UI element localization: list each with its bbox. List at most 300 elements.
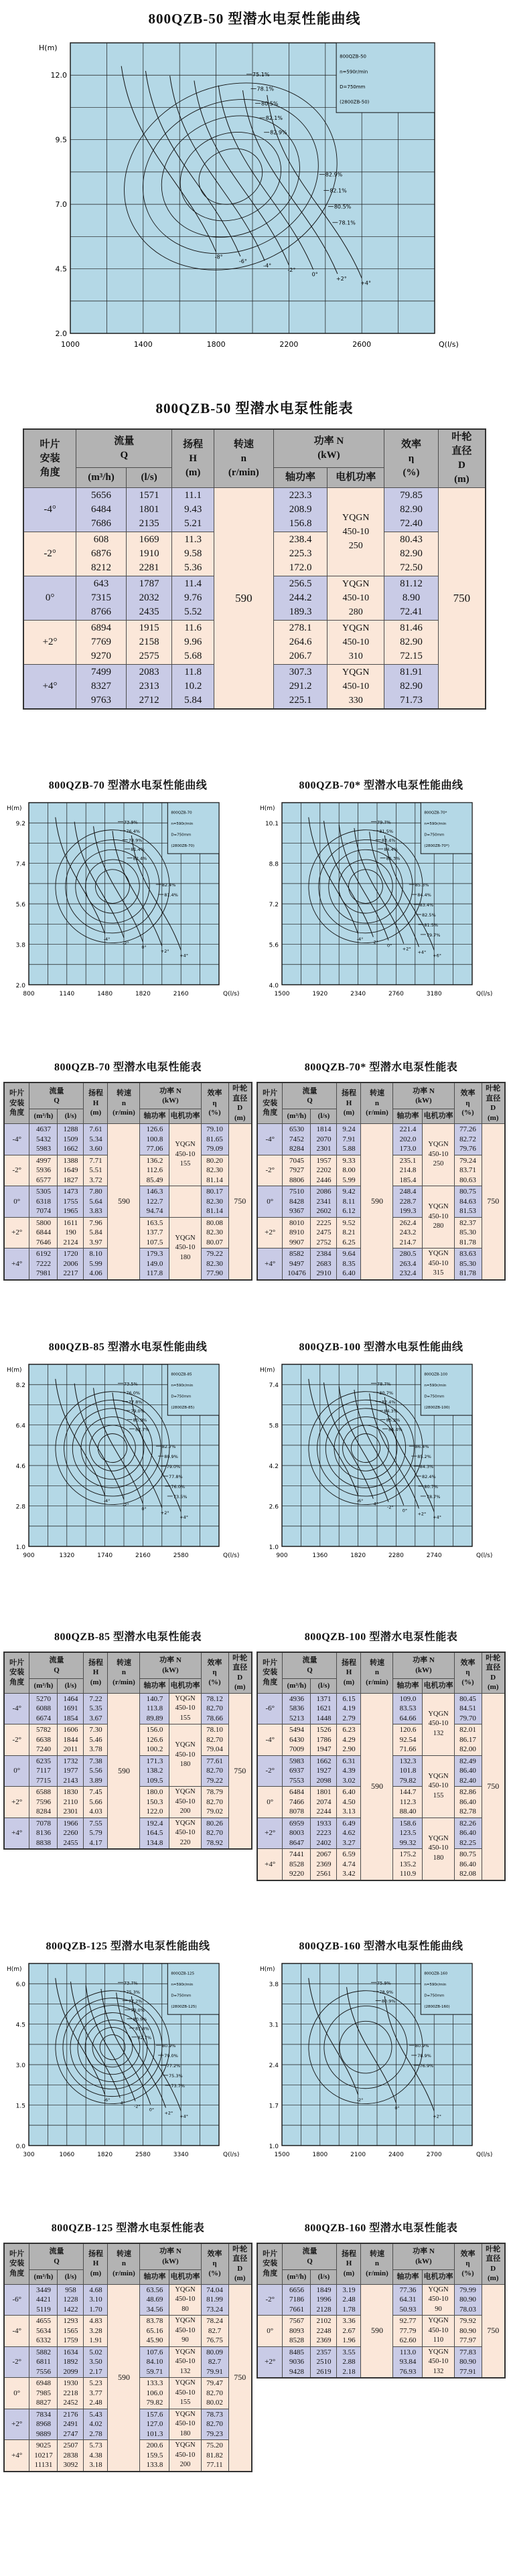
svg-text:80.9%: 80.9% [164,1453,178,1459]
angle-cell: 0° [23,576,76,621]
value-line: 2067 [316,1850,332,1858]
value-line: YQGN [428,1772,449,1780]
flow-ls-cell [58,2409,84,2440]
svg-text:1.0: 1.0 [15,1544,25,1551]
performance-curve-chart-125 [5,1961,251,2163]
value-line: 2712 [139,695,159,706]
col-power-header [393,1082,454,1109]
efficiency-cell [454,2316,482,2347]
col-angle-header [4,2243,29,2285]
value-line: Q [307,1097,313,1105]
col-speed-header [361,1652,393,1694]
value-line: 86.40 [459,1767,476,1775]
svg-text:Q(l/s): Q(l/s) [476,2151,493,2158]
value-line: 7661 [289,2305,304,2314]
svg-text:(2800ZB-70*): (2800ZB-70*) [424,844,449,849]
value-line: 82.37 [459,1218,476,1227]
shaft-power-cell [393,2284,423,2316]
col-table-160 [254,2219,508,2472]
value-line: 78.12 [206,1694,223,1703]
value-line: (m) [234,1113,246,1122]
svg-text:81.4%: 81.4% [164,892,178,898]
value-line: 3.67 [89,1714,102,1722]
svg-text:+4°: +4° [179,1514,189,1520]
efficiency-cell [201,1755,228,1787]
value-line: 6588 [35,1788,51,1796]
svg-text:77.8%: 77.8% [128,1398,143,1404]
value-line: 8838 [35,1838,51,1847]
value-line: 450-10 [175,2420,196,2427]
svg-text:85.2%: 85.2% [417,1453,431,1459]
value-line: 1849 [316,2285,332,2294]
value-line: 8136 [35,1829,51,1837]
value-line: 81.12 [400,578,423,589]
value-line: 81.99 [206,2296,223,2304]
svg-text:79.0%: 79.0% [164,2052,178,2059]
svg-text:Q(l/s): Q(l/s) [476,1552,493,1559]
value-line: 80.20 [206,1156,223,1165]
col-diameter-header [482,1652,505,1694]
value-line: YQGN [175,2348,196,2356]
value-line: 63.56 [146,2285,163,2294]
svg-text:D=750mm: D=750mm [424,833,445,837]
value-line: 5936 [35,1166,51,1174]
value-line: 450-10 [428,2296,449,2303]
value-line: 106.0 [146,2389,163,2397]
shaft-power-cell [393,1724,423,1756]
value-line: 5119 [36,2305,51,2314]
motor-power-cell [328,665,384,710]
value-line: 92.54 [399,1735,417,1744]
value-line: 79.22 [206,1776,223,1785]
efficiency-cell [201,1124,228,1155]
shaft-power-cell [140,2378,169,2409]
value-line: (m) [488,1683,499,1691]
value-line: 79.10 [206,1125,223,1133]
chart-qzb70 [5,800,251,1002]
svg-text:1800: 1800 [206,340,226,349]
value-line: 8.21 [342,1228,356,1236]
svg-text:+2°: +2° [433,2113,442,2119]
value-line: 82.70 [206,1767,223,1775]
angle-cell: -6° [4,2284,29,2316]
value-line: 2011 [63,1745,78,1753]
motor-power-cell [169,1818,201,1849]
value-line: η [212,1099,217,1107]
value-line: 9763 [90,695,111,706]
shaft-power-cell [393,1787,423,1818]
svg-text:-6°: -6° [356,1498,364,1504]
value-line: 6876 [90,548,111,559]
value-line: 220 [179,1838,191,1846]
value-line: 109.0 [399,1694,417,1703]
value-line: 2260 [63,1829,78,1837]
value-line: 9.58 [184,548,202,559]
value-line: 232.4 [399,1269,417,1277]
chart-title-qzb70s: 800QZB-70* 型潜水电泵性能曲线 [299,780,463,791]
col-speed-header [108,1082,140,1124]
col-motor-header [423,2269,454,2284]
value-line: n [121,1668,127,1677]
value-line: 流量 [114,435,135,447]
value-line: 1977 [63,1767,78,1775]
value-line: 2244 [316,1807,332,1816]
svg-text:1400: 1400 [133,340,153,349]
value-line: 79.23 [206,2429,223,2438]
value-line: 7981 [35,1269,51,1277]
head-cell [337,1849,361,1880]
table-qzb70s [257,1082,506,1281]
svg-text:2160: 2160 [173,991,189,997]
value-line: 82.86 [459,1788,476,1796]
value-line: 电机功率 [423,1112,453,1121]
col-eff-header [454,2243,482,2285]
head-cell [84,2440,108,2472]
value-line: 2.88 [342,2358,356,2366]
speed-cell: 590 [108,1693,140,1849]
svg-text:H(m): H(m) [260,805,275,812]
svg-text:+2°: +2° [164,2109,173,2115]
col-power-header [273,429,384,467]
col-flow-m3h-header [29,1678,58,1693]
value-line: 1662 [316,1757,332,1765]
svg-text:84.3%: 84.3% [384,1408,398,1414]
value-line: YQGN [428,1834,449,1842]
flow-m3h-cell [29,1818,58,1849]
value-line: 79.99 [459,2285,476,2294]
flow-m3h-cell [283,1787,311,1818]
flow-ls-cell [311,1818,337,1849]
section-qzb50-curve [0,8,509,353]
col-head-header [172,429,214,488]
performance-table-70s [257,1082,506,1281]
col-flow-m3h-header [283,1678,311,1693]
value-line: 流量 [302,1086,317,1095]
value-line: 2301 [316,1145,332,1153]
row-tables-125-160 [0,2219,509,2472]
efficiency-cell [201,1186,228,1218]
value-line: 8528 [289,1860,304,1868]
value-line: 8910 [289,1228,304,1236]
value-line: 6844 [35,1228,51,1236]
value-line: YQGN [175,2285,196,2293]
flow-ls-cell [126,576,172,621]
value-line: 1927 [316,1767,332,1775]
value-line: 126.6 [146,1735,163,1744]
svg-text:-4°: -4° [263,262,272,269]
value-line: 1.96 [342,2336,356,2344]
svg-text:-4°: -4° [356,936,364,942]
value-line: 1854 [63,1714,78,1722]
value-line: 78.03 [459,2305,476,2314]
value-line: 82.70 [206,1704,223,1712]
col-diameter-header [482,2243,505,2285]
value-line: 9497 [289,1259,304,1268]
svg-text:6.4: 6.4 [15,1423,25,1430]
value-line: 流量 [49,1086,64,1095]
value-line: n [121,1099,127,1107]
value-line: 3092 [63,2461,78,2469]
motor-power-cell [423,1818,454,1880]
row-charts-85-100 [0,1338,509,1564]
col-angle-header [257,1652,283,1694]
value-line: η [465,1668,470,1677]
svg-text:77.2%: 77.2% [128,1998,143,2004]
flow-ls-cell [311,1217,337,1249]
value-line: 4.06 [89,1269,102,1277]
value-line: 7315 [90,592,111,603]
value-line: 效率 [401,438,421,450]
value-line: 9.96 [184,637,202,647]
value-line: 85.49 [146,1176,163,1184]
table-title-qzb70s: 800QZB-70* 型潜水电泵性能表 [304,1062,458,1073]
angle-cell: +4° [4,2440,29,2472]
head-cell [337,2346,361,2378]
svg-text:82.7%: 82.7% [137,2034,152,2040]
value-line: 效率 [207,1089,222,1098]
efficiency-cell [201,1155,228,1186]
value-line: 4.19 [342,1704,356,1712]
flow-m3h-cell [283,2284,311,2316]
value-line: 2507 [63,2441,78,2449]
svg-text:2.0: 2.0 [55,329,67,338]
table-row [23,488,486,532]
value-line: 84.10 [146,2358,163,2366]
value-line: 200.6 [146,2441,163,2449]
value-line: 6.59 [342,1850,356,1858]
head-cell [84,2378,108,2409]
col-flow-ls-header [126,467,172,487]
value-line: 155 [179,1160,191,1168]
value-line: (%) [403,467,420,478]
head-cell [337,1818,361,1849]
angle-cell: -4° [4,1124,29,1155]
head-cell [84,1186,108,1218]
svg-text:80.7%: 80.7% [424,1483,439,1490]
value-line: 156.8 [289,518,312,529]
value-line: 3.36 [342,2317,356,2325]
value-line: YQGN [428,1203,449,1211]
value-line: 8428 [289,1197,304,1206]
angle-cell: -4° [4,1693,29,1724]
value-line: 81.14 [206,1207,223,1215]
value-line: 2006 [63,1259,78,1268]
value-line: 5983 [289,1757,304,1765]
value-line: 85.30 [459,1228,476,1236]
shaft-power-cell [393,1249,423,1280]
value-line: 6638 [35,1735,51,1744]
value-line: 7646 [35,1238,51,1246]
value-line: 安装 [263,1668,278,1677]
value-line: 9.42 [342,1188,356,1196]
value-line: (%) [208,2269,221,2277]
value-line: 8647 [289,1838,304,1847]
svg-text:0.0: 0.0 [15,2143,25,2150]
value-line: 4.03 [89,1807,102,1816]
value-line: 电机功率 [170,1112,200,1121]
value-line: 100.8 [146,1135,163,1143]
table-qzb125 [3,2243,252,2472]
value-line: 9889 [35,2429,51,2438]
value-line: 7.45 [89,1788,102,1796]
value-line: 8.00 [342,1166,356,1174]
value-line: 82.40 [459,1776,476,1785]
motor-power-cell [423,1124,454,1186]
svg-text:75.3%: 75.3% [126,1989,141,1995]
value-line: 2575 [139,651,159,661]
value-line: 5836 [289,1704,304,1712]
value-line: 77.61 [206,1757,223,1765]
flow-m3h-cell [29,1693,58,1724]
svg-text:2.0: 2.0 [15,983,25,989]
svg-text:76.9%: 76.9% [419,2063,434,2069]
value-line: 3.72 [89,1176,102,1184]
value-line: 5.34 [89,1135,102,1143]
svg-text:79.0%: 79.0% [166,1463,181,1469]
row-charts-125-160 [0,1937,509,2163]
value-line: 10.2 [184,681,202,692]
value-line: 1662 [63,1145,78,1153]
shaft-power-cell [393,1155,423,1186]
svg-text:2740: 2740 [426,1552,442,1559]
svg-text:1.0: 1.0 [269,2143,279,2150]
value-line: 107.6 [146,2348,163,2356]
value-line: 7441 [289,1850,304,1858]
value-line: 172.0 [289,562,312,573]
head-cell [337,2316,361,2347]
svg-text:2340: 2340 [350,991,366,997]
value-line: 958 [65,2285,76,2294]
value-line: 8284 [289,1145,304,1153]
value-line: 7186 [289,2296,304,2304]
flow-ls-cell [311,1755,337,1787]
col-table-125 [1,2219,254,2472]
angle-cell: 0° [4,2378,29,2409]
value-line: 2143 [63,1776,78,1785]
svg-text:80.9%: 80.9% [381,1998,396,2004]
value-line: 6192 [35,1250,51,1258]
svg-text:8.8: 8.8 [269,861,279,868]
svg-text:3.8: 3.8 [15,942,25,949]
value-line: 2225 [316,1218,332,1227]
value-line: 1814 [316,1125,332,1133]
value-line: 流量 [302,2247,317,2256]
value-line: 2128 [316,2305,332,2314]
value-line: 5656 [90,490,111,501]
value-line: (r/min) [228,467,259,478]
flow-m3h-cell [29,2409,58,2440]
value-line: 77.90 [206,1269,223,1277]
row-charts-70 [0,777,509,1002]
value-line: 轴功率 [143,1112,166,1121]
svg-text:73.5%: 73.5% [173,1494,188,1500]
motor-power-cell [423,2346,454,2378]
value-line: 81.78 [459,1269,476,1277]
value-line: 163.5 [146,1218,163,1227]
value-line: 3.19 [342,2285,356,2294]
svg-text:900: 900 [276,1552,288,1559]
head-cell [84,2284,108,2316]
col-table-100 [254,1628,508,1881]
value-line: 9.33 [342,1156,356,1165]
value-line: 192.4 [146,1819,163,1828]
value-line: 2510 [316,2358,332,2366]
value-line: 3.97 [89,1238,102,1246]
shaft-power-cell [393,1755,423,1787]
value-line: 叶片 [263,2249,278,2258]
svg-text:+2°: +2° [336,276,347,283]
value-line: 叶轮 [232,1654,248,1662]
value-line: 310 [348,651,363,661]
value-line: 5.51 [89,1166,102,1174]
value-line: 82.30 [206,1228,223,1236]
svg-text:D=750mm: D=750mm [171,833,192,837]
value-line: 82.7 [208,2358,222,2366]
svg-text:73.7%: 73.7% [124,1980,138,1986]
svg-text:82.4%: 82.4% [161,882,176,888]
svg-text:1320: 1320 [59,1552,75,1559]
angle-cell: 0° [4,1186,29,1218]
value-line: 11.1 [184,490,202,501]
value-line: 5.46 [89,1735,102,1744]
value-line: 82.90 [400,504,423,515]
value-line: 5270 [35,1694,51,1703]
value-line: 133.3 [146,2379,163,2387]
value-line: 1930 [63,2379,78,2387]
value-line: 10217 [34,2451,53,2460]
value-line: 117.8 [146,1269,163,1277]
value-line: 6.40 [342,1269,356,1277]
svg-text:83.4%: 83.4% [381,837,396,843]
value-line: 80 [181,2305,189,2313]
value-line: 80.63 [459,1176,476,1184]
value-line: 135.2 [399,1860,417,1868]
value-line: 2.18 [342,2367,356,2376]
value-line: 80.02 [206,2399,223,2407]
value-line: 238.4 [289,534,312,545]
angle-cell: -4° [257,1124,283,1155]
shaft-power-cell [140,1155,169,1186]
value-line: 171.3 [146,1757,163,1765]
svg-text:800QZB-85: 800QZB-85 [171,1372,192,1377]
svg-text:3180: 3180 [426,991,442,997]
svg-text:0°: 0° [402,1508,408,1514]
motor-power-cell [169,2409,201,2440]
flow-ls-cell [58,1217,84,1249]
value-line: 79.47 [206,2379,223,2387]
value-line: 1787 [139,578,159,589]
angle-cell: +4° [23,665,76,710]
flow-ls-cell [58,2378,84,2409]
value-line: 安装 [9,1099,25,1107]
table-title-qzb50: 800QZB-50 型潜水电泵性能表 [155,400,354,416]
value-line: 8485 [289,2348,304,2356]
value-line: 71.66 [399,1745,417,1753]
value-line: 角度 [263,2269,278,2277]
value-line: 转速 [369,2249,384,2258]
svg-text:10.1: 10.1 [265,821,279,828]
value-line: 7567 [289,2317,304,2325]
value-line: 112.6 [146,1166,163,1174]
value-line: D [490,1673,496,1682]
value-line: 叶片 [40,438,60,450]
flow-m3h-cell [283,1693,311,1724]
value-line: 功率 N [413,2247,435,2256]
head-cell [84,1217,108,1249]
col-chart-100 [254,1338,508,1564]
value-line: 250 [348,541,363,551]
flow-m3h-cell [29,1249,58,1280]
